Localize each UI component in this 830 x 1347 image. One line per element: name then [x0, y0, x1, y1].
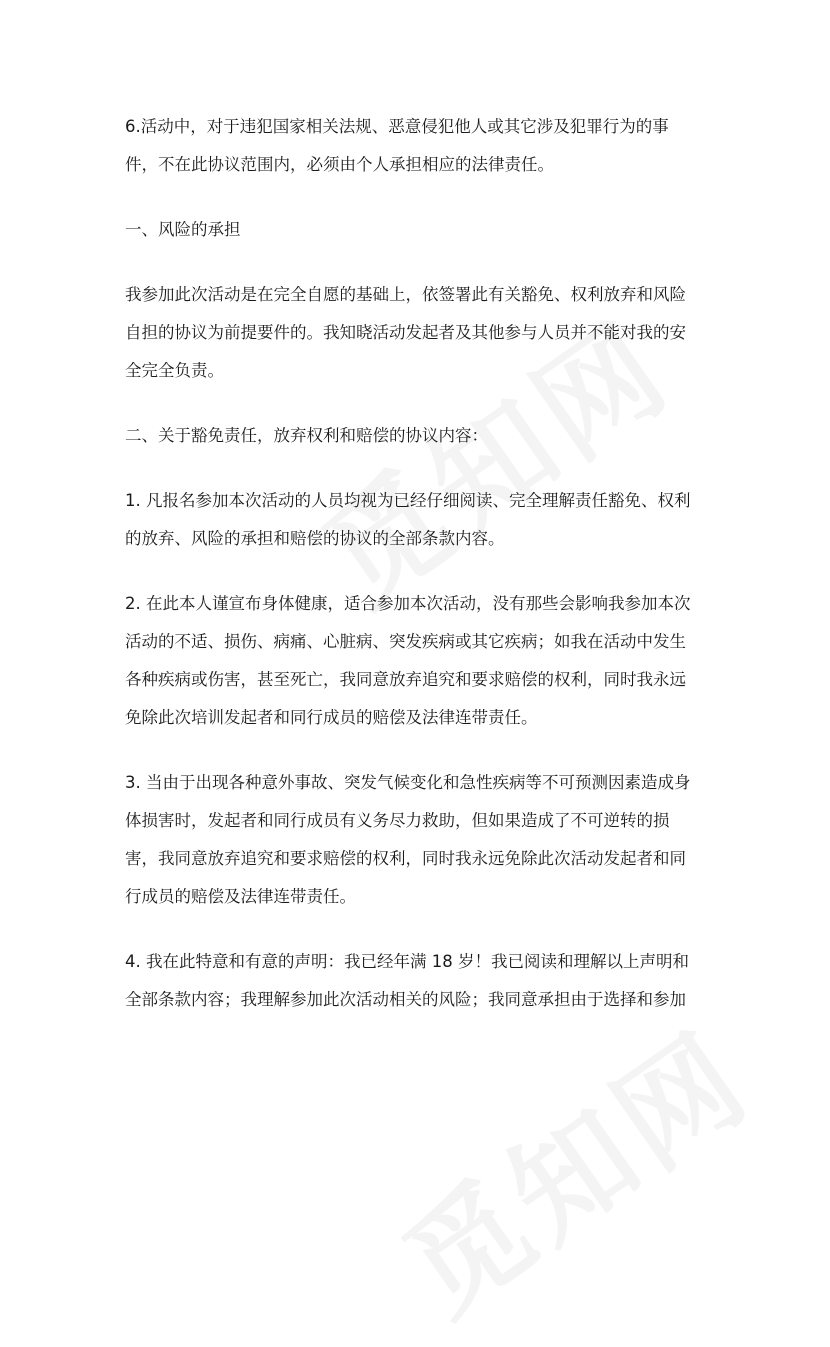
text-line: 的放弃、风险的承担和赔偿的协议的全部条款内容。 [125, 529, 505, 548]
text-line: 行成员的赔偿及法律连带责任。 [125, 887, 356, 906]
text-line: 各种疾病或伤害，甚至死亡，我同意放弃追究和要求赔偿的权利，同时我永远 [125, 670, 686, 689]
text-line: 6.活动中，对于违犯国家相关法规、恶意侵犯他人或其它涉及犯罪行为的事 [125, 117, 669, 136]
paragraph-item-6 [125, 108, 715, 184]
text-line: 1. 凡报名参加本次活动的人员均视为已经仔细阅读、完全理解责任豁免、权利 [125, 491, 691, 510]
text-line: 我参加此次活动是在完全自愿的基础上，依签署此有关豁免、权利放弃和风险 [125, 285, 686, 304]
text-line: 3. 当由于出现各种意外事故、突发气候变化和急性疾病等不可预测因素造成身 [125, 773, 691, 792]
text-line: 全完全负责。 [125, 361, 224, 380]
paragraph-clause-3 [125, 764, 715, 916]
text-line: 免除此次培训发起者和同行成员的赔偿及法律连带责任。 [125, 708, 538, 727]
text-line: 活动的不适、损伤、病痛、心脏病、突发疾病或其它疾病；如我在活动中发生 [125, 632, 686, 651]
paragraph-clause-4 [125, 943, 715, 1019]
heading-text: 一、风险的承担 [125, 220, 241, 239]
paragraph-clause-1 [125, 482, 715, 558]
section-heading-waiver [125, 417, 715, 455]
section-heading-risk [125, 211, 715, 249]
paragraph-risk-body [125, 276, 715, 390]
text-line: 全部条款内容；我理解参加此次活动相关的风险；我同意承担由于选择和参加 [125, 990, 686, 1009]
text-line: 2. 在此本人谨宣布身体健康，适合参加本次活动，没有那些会影响我参加本次 [125, 594, 691, 613]
text-line: 件，不在此协议范围内，必须由个人承担相应的法律责任。 [125, 155, 554, 174]
text-line: 自担的协议为前提要件的。我知晓活动发起者及其他参与人员并不能对我的安 [125, 323, 686, 342]
text-line: 4. 我在此特意和有意的声明：我已经年满 18 岁！我已阅读和理解以上声明和 [125, 952, 689, 971]
text-line: 体损害时，发起者和同行成员有义务尽力救助，但如果造成了不可逆转的损 [125, 811, 670, 830]
heading-text: 二、关于豁免责任，放弃权利和赔偿的协议内容： [125, 426, 488, 445]
document-body [125, 108, 715, 1046]
paragraph-clause-2 [125, 585, 715, 737]
text-line: 害，我同意放弃追究和要求赔偿的权利，同时我永远免除此次活动发起者和同 [125, 849, 686, 868]
